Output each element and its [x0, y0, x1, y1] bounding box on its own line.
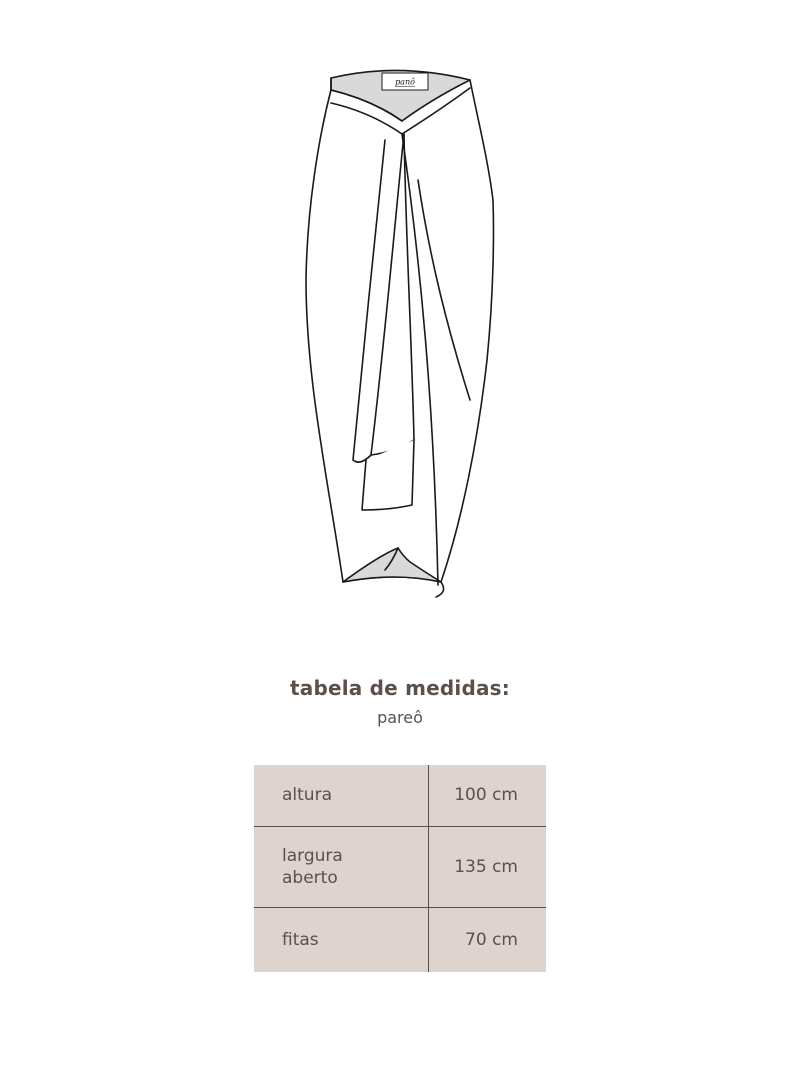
table-row: [254, 907, 546, 972]
measurement-value: 70 cm: [429, 907, 547, 972]
brand-tag-label: panô: [395, 77, 415, 87]
measurement-value: 100 cm: [454, 785, 518, 806]
measurement-label: altura: [254, 765, 429, 826]
brand-tag: [382, 73, 428, 90]
measurement-label: fitas: [254, 907, 429, 972]
page-subtitle: pareô: [377, 708, 423, 727]
measurements-table: [254, 765, 546, 972]
measurement-label: largura aberto: [254, 826, 429, 907]
page-title: tabela de medidas:: [290, 676, 510, 700]
table-row: [254, 765, 546, 826]
measurement-value: 135 cm: [429, 826, 547, 907]
table-row: [254, 826, 546, 907]
hem-corner: [436, 582, 444, 597]
